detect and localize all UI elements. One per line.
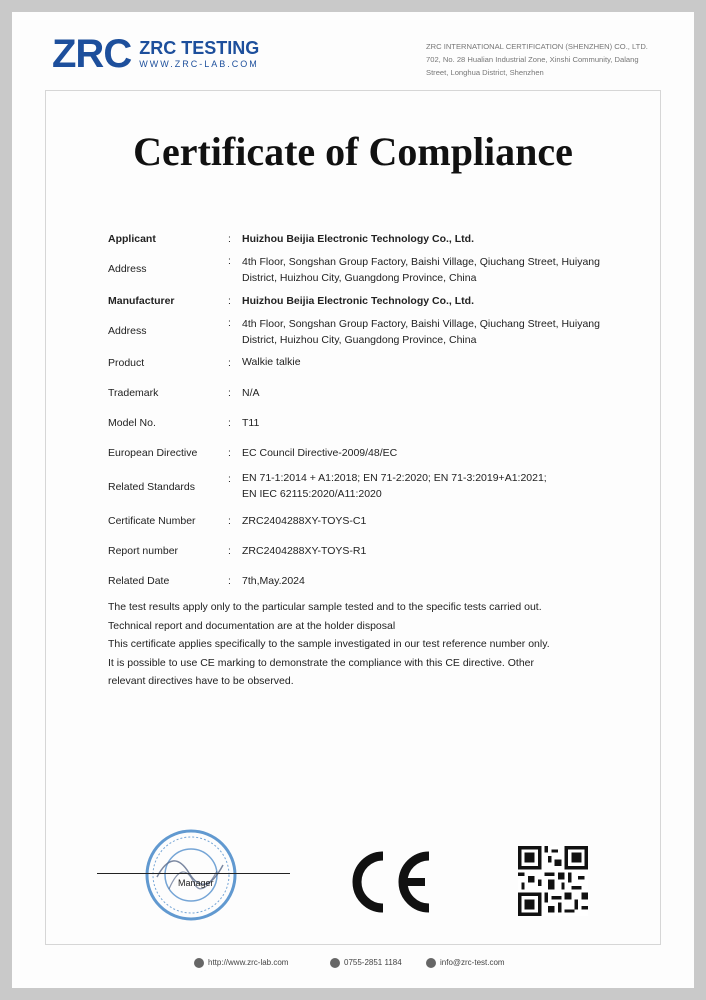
signature-line: [97, 873, 290, 874]
colon: :: [228, 317, 231, 329]
manufacturer-address-value: 4th Floor, Songshan Group Factory, Baishi Village, Qiuchang Street, Huiyang District, Huizhou City, Guangdong Province, China: [242, 318, 600, 346]
report-number-value: ZRC2404288XY-TOYS-R1: [242, 545, 367, 557]
trademark-value: N/A: [242, 387, 260, 399]
manufacturer-label: Manufacturer: [108, 295, 175, 307]
applicant-label: Applicant: [108, 233, 156, 245]
trademark-label: Trademark: [108, 387, 159, 399]
address-label: Address: [108, 263, 147, 275]
standards-line2: EN IEC 62115:2020/A11:2020: [242, 488, 382, 500]
footer-email[interactable]: [426, 958, 505, 968]
signature-label: Manager: [178, 878, 214, 888]
qr-code: [518, 846, 588, 916]
zrc-logo: [52, 34, 259, 74]
product-value: Walkie talkie: [242, 356, 301, 368]
directive-label: European Directive: [108, 447, 198, 459]
note-line: The test results apply only to the particular sample tested and to the specific tests carried out.: [108, 601, 542, 613]
phone-text: 0755-2851 1184: [344, 958, 402, 968]
logo-url: WWW.ZRC-LAB.COM: [139, 59, 259, 69]
footer-phone: [330, 958, 402, 968]
company-address-line2: Street, Longhua District, Shenzhen: [426, 68, 544, 77]
applicant-value: Huizhou Beijia Electronic Technology Co., Ltd.: [242, 233, 474, 245]
colon: :: [228, 473, 231, 485]
company-info: [426, 40, 666, 79]
model-label: Model No.: [108, 417, 156, 429]
certification-stamp: [143, 827, 239, 923]
standards-line1: EN 71-1:2014 + A1:2018; EN 71-2:2020; EN 71-3:2019+A1:2021;: [242, 472, 547, 484]
compliance-notes: [108, 598, 608, 691]
email-icon: [426, 958, 436, 968]
report-number-label: Report number: [108, 545, 179, 557]
colon: :: [228, 387, 231, 399]
certificate-number-label: Certificate Number: [108, 515, 196, 527]
applicant-address-value: 4th Floor, Songshan Group Factory, Baishi Village, Qiuchang Street, Huiyang District, Huizhou City, Guangdong Province, China: [242, 256, 600, 284]
colon: :: [228, 417, 231, 429]
note-line: relevant directives have to be observed.: [108, 675, 294, 687]
directive-value: EC Council Directive-2009/48/EC: [242, 447, 398, 459]
website-text: http://www.zrc-lab.com: [208, 958, 289, 968]
standards-value: [242, 470, 622, 502]
certificate-number-value: ZRC2404288XY-TOYS-C1: [242, 515, 367, 527]
colon: :: [228, 447, 231, 459]
colon: :: [228, 545, 231, 557]
model-value: T11: [242, 417, 260, 429]
note-line: It is possible to use CE marking to demonstrate the compliance with this CE directive. Other: [108, 656, 535, 669]
note-line: This certificate applies specifically to the sample investigated in our test reference number only.: [108, 638, 550, 650]
standards-label: Related Standards: [108, 481, 195, 493]
logo-mark-text: ZRC: [52, 32, 132, 76]
phone-icon: [330, 958, 340, 968]
related-date-value: 7th,May.2024: [242, 575, 305, 587]
company-name: ZRC INTERNATIONAL CERTIFICATION (SHENZHEN) CO., LTD.: [426, 42, 648, 51]
footer-website[interactable]: [194, 958, 288, 968]
email-text: info@zrc-test.com: [440, 958, 505, 968]
colon: :: [228, 575, 231, 587]
colon: :: [228, 255, 231, 267]
colon: :: [228, 515, 231, 527]
company-address-line1: 702, No. 28 Hualian Industrial Zone, Xinshi Community, Dalang: [426, 55, 639, 64]
colon: :: [228, 295, 231, 307]
logo-title: ZRC TESTING: [139, 38, 260, 58]
manufacturer-value: Huizhou Beijia Electronic Technology Co., Ltd.: [242, 295, 474, 307]
logo-mark: [52, 34, 131, 74]
ce-mark-icon: [343, 850, 435, 914]
page-title: Certificate of Compliance: [133, 129, 573, 174]
product-label: Product: [108, 357, 145, 369]
colon: :: [228, 357, 231, 369]
globe-icon: [194, 958, 204, 968]
colon: :: [228, 233, 231, 245]
note-line: Technical report and documentation are at the holder disposal: [108, 619, 396, 632]
address-label: Address: [108, 325, 147, 337]
related-date-label: Related Date: [108, 575, 170, 587]
